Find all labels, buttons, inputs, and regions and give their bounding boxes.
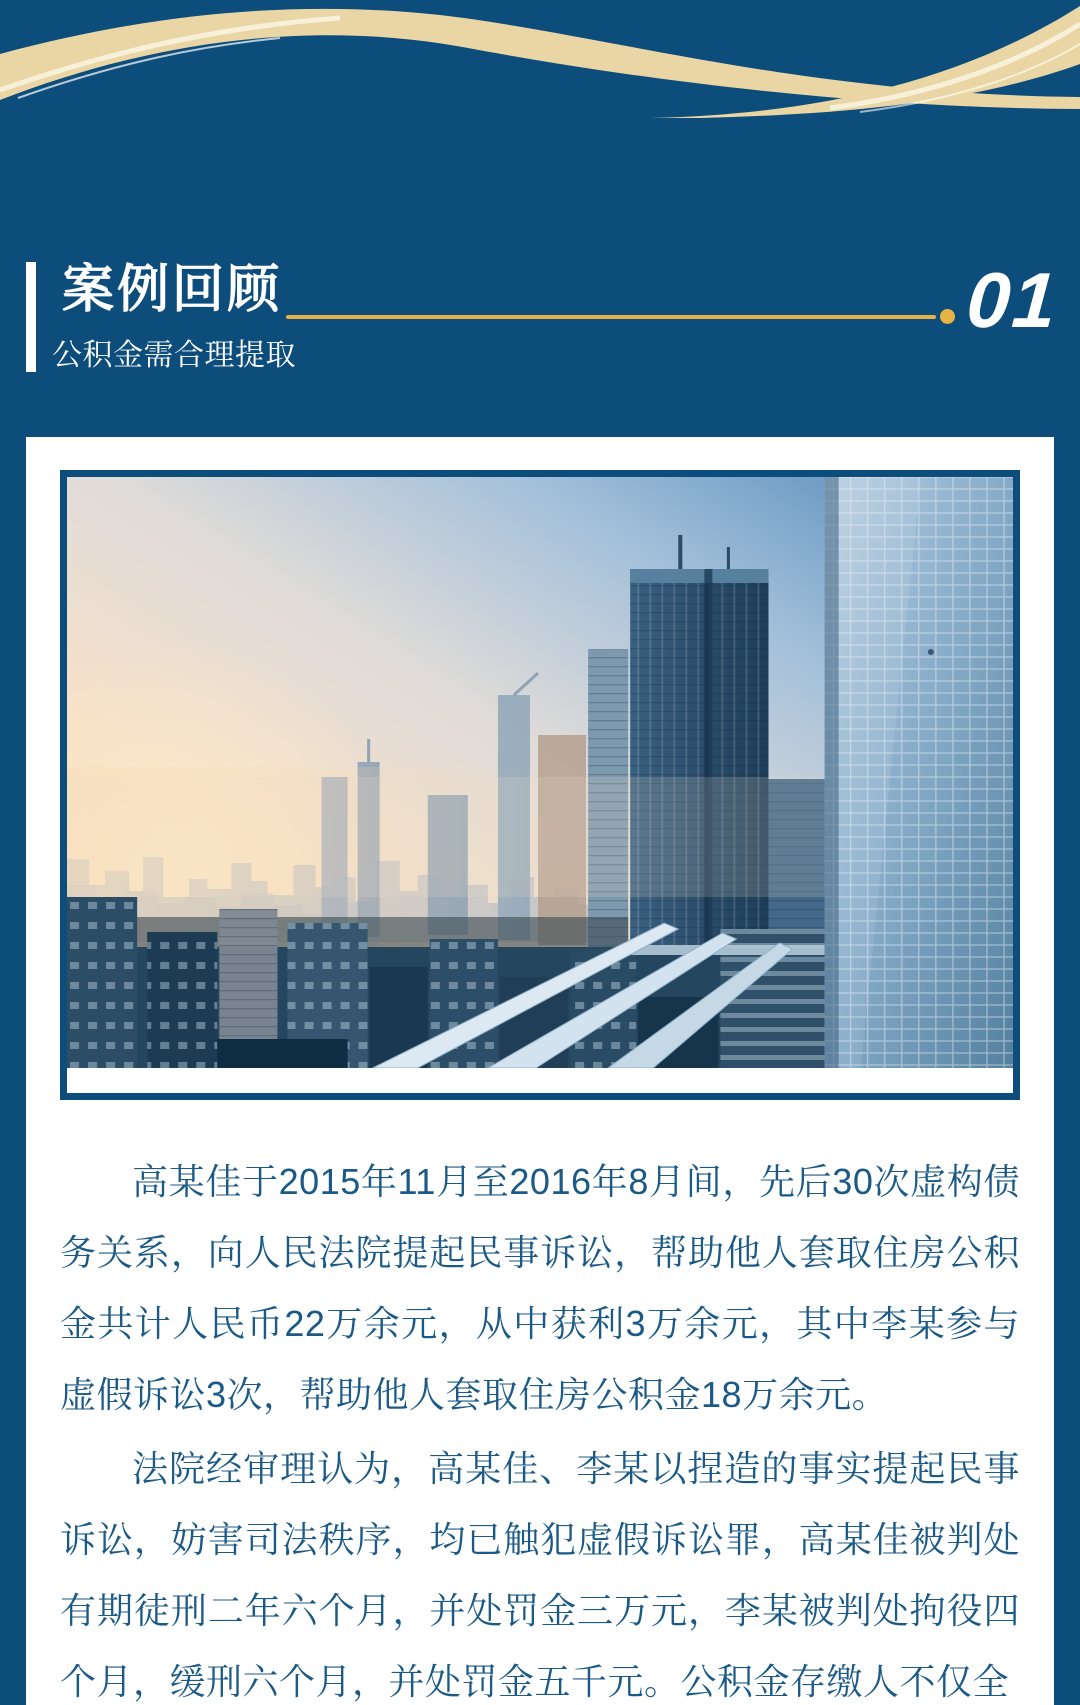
section-number: 01 xyxy=(964,256,1062,344)
article-body xyxy=(60,1146,1020,1705)
city-skyline-photo xyxy=(67,477,1013,1068)
paragraph-case-facts: 高某佳于2015年11月至2016年8月间，先后30次虚构债务关系，向人民法院提起民事诉讼，帮助他人套取住房公积金共计人民币22万余元，从中获利3万余元，其中李某参与虚假诉讼3次，帮助他人套取住房公积金18万余元。 xyxy=(60,1161,1020,1415)
section-header xyxy=(0,0,1080,380)
section-accent-dot xyxy=(940,309,955,324)
content-panel xyxy=(26,437,1054,1705)
paragraph-court-ruling: 法院经审理认为，高某佳、李某以捏造的事实提起民事诉讼，妨害司法秩序，均已触犯虚假诉讼罪，高某佳被判处有期徒刑二年六个月，并处罚金三万元，李某被判处拘役四个月，缓刑六个月，并处罚金五千元。公积金存缴人不仅全 xyxy=(60,1448,1020,1702)
section-subtitle: 公积金需合理提取 xyxy=(52,339,296,372)
photo-frame xyxy=(60,470,1020,1100)
section-marker-bar xyxy=(26,262,36,372)
section-accent-line xyxy=(286,315,936,319)
section-title: 案例回顾 xyxy=(62,261,283,319)
